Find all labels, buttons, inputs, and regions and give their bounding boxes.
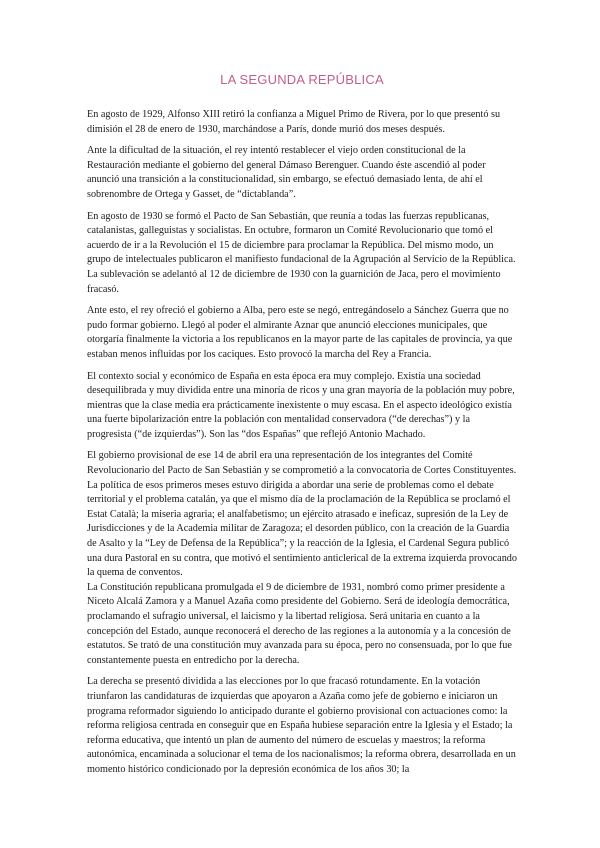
paragraph-4: Ante esto, el rey ofreció el gobierno a Alba, pero este se negó, entregándoselo a Sánchez Guerra que no pudo formar gobierno. Llegó al poder el almirante Aznar que anunció elecciones municipales, que otorgaría finalmente la victoria a los republicanos en la mayor parte de las capitales de provincia, ya que estaban menos influidas por los caciques. Esto provocó la marcha del Rey a Francia.: [87, 305, 513, 360]
paragraph-3: En agosto de 1930 se formó el Pacto de San Sebastián, que reunía a todas las fuerzas republicanas, catalanistas, galleguistas y socialistas. En octubre, formaron un Comité Revolucionario que tomó el acuerdo de ir a la Revolución el 15 de diciembre para proclamar la República. Del mismo modo, un grupo de intelectuales publicaron el manifiesto fundacional de la Agrupación al Servicio de la República. La sublevación se adelantó al 12 de diciembre de 1930 con la guarnición de Jaca, pero el movimiento fracasó.: [87, 210, 516, 295]
paragraph-1: En agosto de 1929, Alfonso XIII retiró la confianza a Miguel Primo de Rivera, por lo que presentó su dimisión el 28 de enero de 1930, marchándose a París, donde murió dos meses después.: [87, 109, 501, 135]
paragraph-7: La Constitución republicana promulgada el 9 de diciembre de 1931, nombró como primer presidente a Niceto Alcalá Zamora y a Manuel Azaña como presidente del Gobierno. Será de ideología democrática, proclamando el sufragio universal, el laicismo y la libertad religiosa. Será unitaria en cuanto a la concepción del Estado, aunque reconocerá el derecho de las regiones a la autonomía y a la concesión de estatutos. Se trató de una constitución muy avanzada para su época, pero no consensuada, por lo que fue constantemente puesta en entredicho por la derecha.: [87, 581, 512, 666]
paragraph-8: La derecha se presentó dividida a las elecciones por lo que fracasó rotundamente. En la votación triunfaron las candidaturas de izquierdas que apoyaron a Azaña como jefe de gobierno e iniciaron un programa reformador siguiendo lo anticipado durante el gobierno provisional con actuaciones como: la reforma religiosa centrada en conseguir que en España hubiese separación entre la Iglesia y el Estado; la reforma educativa, que intentó un plan de aumento del número de escuelas y maestros; la reforma autonómica, encaminada a solucionar el tema de los nacionalismos; la reforma obrera, desarrollada en un momento histórico condicionado por la depresión económica de los años 30; la: [87, 676, 516, 775]
paragraph-6: El gobierno provisional de ese 14 de abril era una representación de los integrantes del Comité Revolucionario del Pacto de San Sebastián y se comprometió a la convocatoria de Cortes Constituyentes. La política de esos primeros meses estuvo dirigida a abordar una serie de problemas como el debate territorial y el problema catalán, ya que el mismo día de la proclamación de la República se proclamó el Estat Català; la miseria agraria; el analfabetismo; un ejército atrasado e ineficaz, supresión de la Ley de Jurisdicciones y de la Academia militar de Zaragoza; el desorden público, con la creación de la Guardia de Asalto y la “Ley de Defensa de la República”; y la reacción de la Iglesia, el Cardenal Segura publicó una dura Pastoral en su contra, que motivó el sentimiento anticlerical de la extrema izquierda provocando la quema de conventos.: [87, 450, 517, 579]
paragraph-2: Ante la dificultad de la situación, el rey intentó restablecer el viejo orden constitucional de la Restauración mediante el gobierno del general Dámaso Berenguer. Cuando éste ascendió al poder anunció una transición a la constitucionalidad, sin embargo, se efectuó demasiado lenta, de ahí el sobrenombre de Ortega y Gasset, de “dictablanda”.: [87, 145, 486, 200]
page-title: LA SEGUNDA REPÚBLICA: [220, 72, 384, 87]
paragraph-5: El contexto social y económico de España en esta época era muy complejo. Existía una sociedad desequilibrada y muy dividida entre una minoría de ricos y una gran mayoría de la población muy pobre, mientras que la clase media era prácticamente inexistente o muy escasa. En el aspecto ideológico existía una fuerte bipolarización entre la población con mentalidad conservadora (“de derechas”) y la progresista (“de izquierdas”). Son las “dos Españas” que reflejó Antonio Machado.: [87, 370, 515, 440]
